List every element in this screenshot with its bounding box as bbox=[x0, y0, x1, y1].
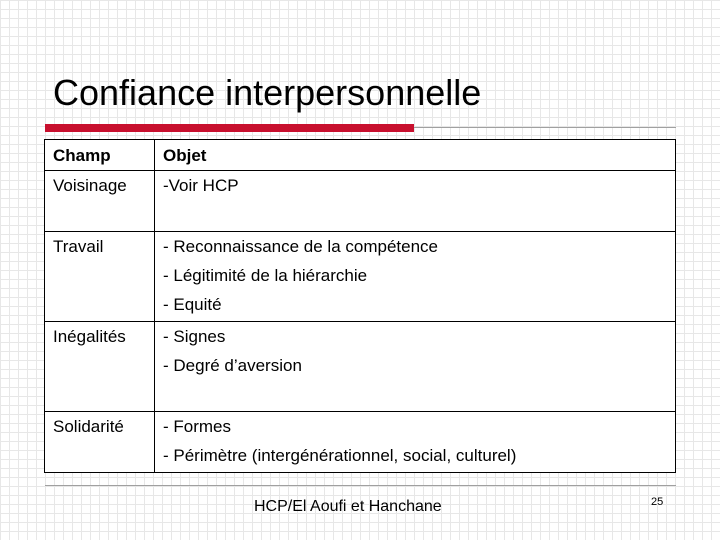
objet-line: -Voir HCP bbox=[163, 176, 239, 195]
footer-text: HCP/El Aoufi et Hanchane bbox=[254, 498, 442, 515]
cell-objet bbox=[155, 322, 676, 412]
cell-champ: Solidarité bbox=[45, 412, 155, 473]
table-row bbox=[45, 412, 676, 473]
slide-title: Confiance interpersonnelle bbox=[53, 72, 482, 113]
cell-champ: Inégalités bbox=[45, 322, 155, 412]
title-underline-rule bbox=[414, 127, 676, 128]
cell-champ: Voisinage bbox=[45, 171, 155, 232]
cell-objet bbox=[155, 171, 676, 232]
table-row bbox=[45, 232, 676, 322]
objet-line: - Formes bbox=[163, 417, 231, 436]
content-table bbox=[44, 139, 676, 473]
cell-objet bbox=[155, 232, 676, 322]
cell-champ: Travail bbox=[45, 232, 155, 322]
objet-line: - Equité bbox=[163, 295, 222, 314]
table-row bbox=[45, 171, 676, 232]
header-objet: Objet bbox=[155, 140, 676, 171]
header-champ: Champ bbox=[45, 140, 155, 171]
objet-line: - Périmètre (intergénérationnel, social, culturel) bbox=[163, 446, 517, 465]
title-underline-accent bbox=[45, 124, 414, 132]
table-row bbox=[45, 322, 676, 412]
objet-line: - Légitimité de la hiérarchie bbox=[163, 266, 368, 285]
objet-line: - Degré d’aversion bbox=[163, 356, 302, 375]
page-number: 25 bbox=[651, 496, 664, 508]
objet-line: - Signes bbox=[163, 327, 226, 346]
footer-rule bbox=[45, 485, 676, 486]
cell-objet bbox=[155, 412, 676, 473]
objet-line: - Reconnaissance de la compétence bbox=[163, 237, 438, 256]
table-header-row bbox=[45, 140, 676, 171]
